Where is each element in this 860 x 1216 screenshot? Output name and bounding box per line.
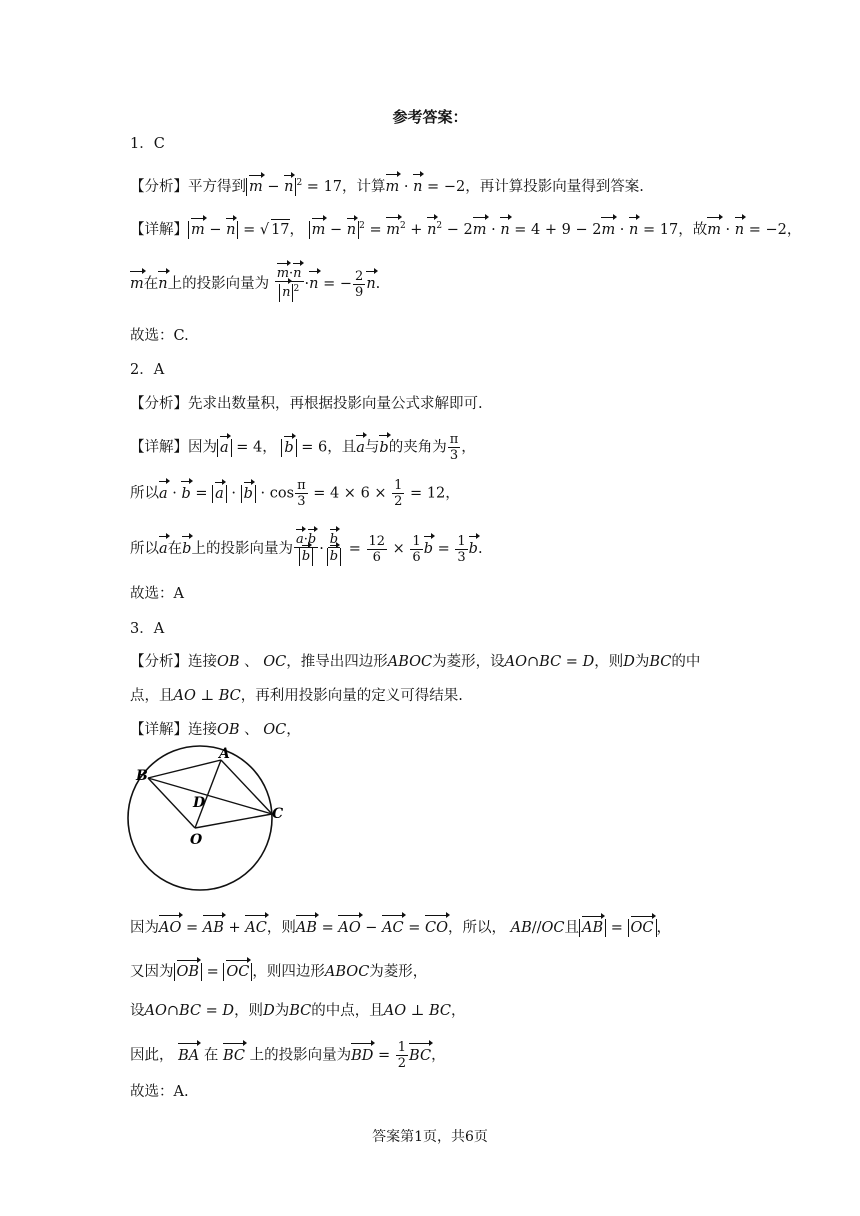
page-footer: 答案第1页，共6页 bbox=[372, 1129, 488, 1145]
label-B: B bbox=[136, 768, 148, 784]
q3-figure bbox=[120, 740, 295, 905]
q2-projection: 所以a在b上的投影向量为 $\frac{a\cdot b}{b}$ · $\frac{b}{b}$ = $\frac{12}{6}$ × $\frac{1}{6}$ b = $\frac{1}{3}$ b. bbox=[130, 532, 483, 565]
q2-dot-product: 所以a · b = a · b · cos $\frac{\pi}{3}$ = 4 × 6 × $\frac{1}{2}$ = 12， bbox=[130, 478, 460, 509]
q2-analysis: 【分析】先求出数量积，再根据投影向量公式求解即可. bbox=[130, 396, 483, 412]
label-O: O bbox=[190, 832, 203, 848]
q2-choice: 故选：A bbox=[130, 586, 184, 602]
label-A: A bbox=[219, 746, 230, 762]
label-C: C bbox=[272, 806, 284, 822]
q3-rhombus: 又因为 OB = OC ，则四边形ABOC为菱形， bbox=[130, 964, 428, 980]
q3-head: 3．A bbox=[130, 621, 165, 637]
q3-analysis-line2: 点，且AO ⊥ BC，再利用投影向量的定义可得结果. bbox=[130, 688, 463, 704]
q2-head: 2．A bbox=[130, 362, 165, 378]
q3-projection: 因此， BA 在 BC 上的投影向量为BD = $\frac{1}{2}$ BC， bbox=[130, 1040, 446, 1071]
page-title: 参考答案： bbox=[392, 108, 468, 126]
q2-detail: 【详解】因为 a = 4， b = 6，且a与b的夹角为 $\frac{\pi}{3}$ ， bbox=[130, 432, 476, 463]
q1-detail: 【详解】 m − n = √ 17， m − n $^2 = m^2 + n^2 - 2m \cdot n = 4 + 9 - 2m \cdot n = 17$，故m · n = −2， bbox=[130, 216, 801, 240]
q1-analysis: 【分析】平方得到 m − n $^2$ = 17，计算m · n = −2，再计算投影向量得到答案. bbox=[130, 178, 644, 195]
q1-head: 1．C bbox=[130, 136, 165, 152]
q3-choice: 故选：A. bbox=[130, 1084, 189, 1100]
q3-detail: 【详解】连接OB 、 OC， bbox=[130, 722, 301, 738]
q1-choice: 故选：C. bbox=[130, 328, 189, 344]
q1-projection: m在n上的投影向量为 $\frac{m\cdot n}{n ^2}$ ·n = − $\frac{2}{9}$ n. bbox=[130, 266, 381, 301]
q3-vectors: 因为AO = AB + AC，则AB = AO − AC = CO，所以， AB//OC且 AB = OC ， bbox=[130, 920, 672, 936]
q3-analysis-line1: 【分析】连接OB 、 OC，推导出四边形ABOC为菱形，设AO∩BC = D，则D为BC的中 bbox=[130, 654, 701, 670]
q3-midpoint: 设AO∩BC = D，则D为BC的中点，且AO ⊥ BC， bbox=[130, 1003, 466, 1019]
label-D: D bbox=[193, 795, 206, 811]
